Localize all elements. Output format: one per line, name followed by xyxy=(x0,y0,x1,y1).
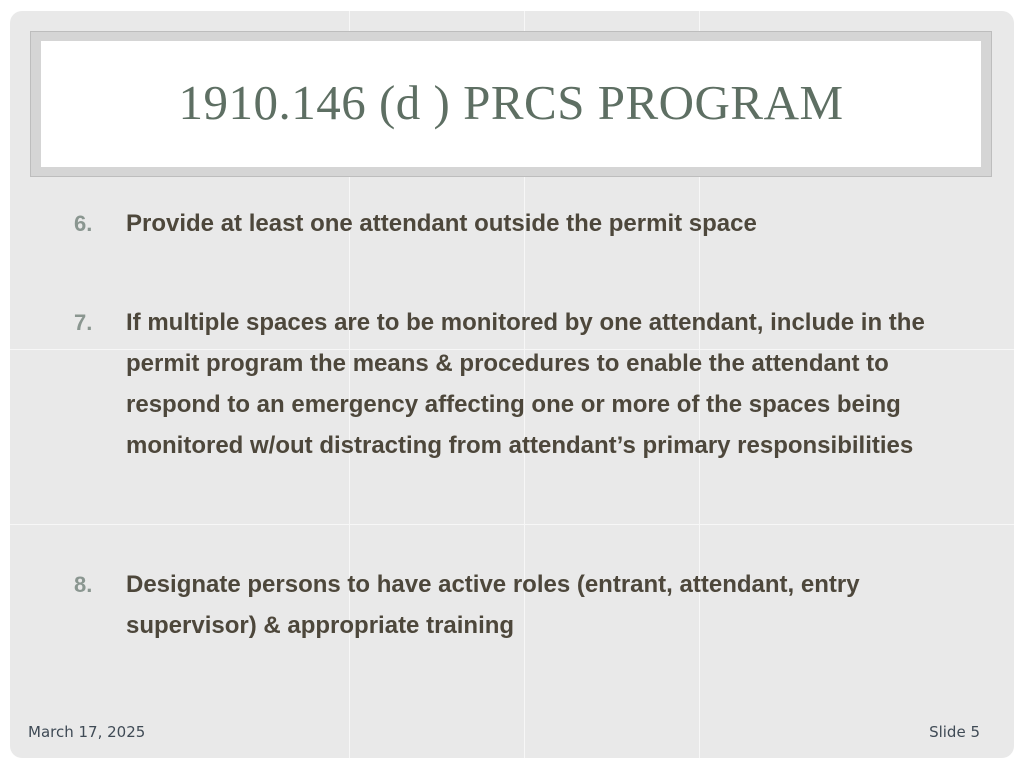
list-item-text: Provide at least one attendant outside the permit space xyxy=(126,210,757,237)
list-item-number: 8. xyxy=(74,572,93,597)
slide-title: 1910.146 (d ) PRCS PROGRAM xyxy=(178,74,844,130)
footer-date: March 17, 2025 xyxy=(28,723,146,741)
footer-slide-number: Slide 5 xyxy=(929,723,980,741)
list-item-number: 6. xyxy=(74,211,93,236)
background-grid-line xyxy=(10,524,1014,525)
title-frame xyxy=(30,31,992,177)
list-item-text: Designate persons to have active roles (entrant, attendant, entry supervisor) & appropriate training xyxy=(126,571,860,639)
list-item-number: 7. xyxy=(74,310,93,335)
slide-canvas xyxy=(10,11,1014,758)
list-item-text: If multiple spaces are to be monitored by one attendant, include in the permit program the means & procedures to enable the attendant to respond to an emergency affecting one or more of the spaces being monitored w/out distracting from attendant’s primary responsibilities xyxy=(126,309,925,459)
title-box xyxy=(41,41,981,167)
